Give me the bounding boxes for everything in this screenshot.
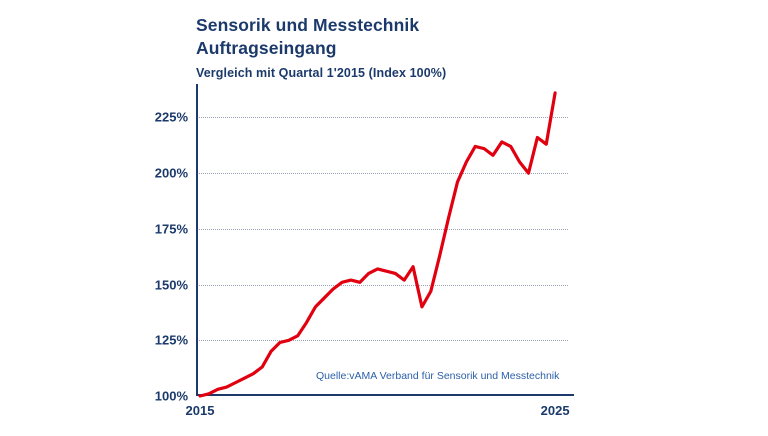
series-line-auftragseingang bbox=[196, 84, 568, 396]
chart-title-block bbox=[196, 14, 616, 80]
xtick-label-2015: 2015 bbox=[185, 403, 215, 418]
page-title-line-1: Sensorik und Messtechnik bbox=[196, 15, 420, 35]
ytick-label-150: 150% bbox=[154, 277, 188, 293]
page-title-line-2: Auftragseingang bbox=[196, 38, 337, 58]
ytick-label-175: 175% bbox=[154, 221, 188, 237]
ytick-label-125: 125% bbox=[154, 332, 188, 348]
ytick-label-225: 225% bbox=[154, 109, 188, 125]
chart-subtitle: Vergleich mit Quartal 1'2015 (Index 100%) bbox=[196, 66, 447, 80]
xtick-label-2025: 2025 bbox=[540, 403, 570, 418]
plot-area bbox=[154, 96, 570, 418]
ytick-label-100: 100% bbox=[154, 388, 188, 404]
source-note: Quelle:vAMA Verband für Sensorik und Messtechnik bbox=[316, 370, 560, 382]
ytick-label-200: 200% bbox=[154, 165, 188, 181]
